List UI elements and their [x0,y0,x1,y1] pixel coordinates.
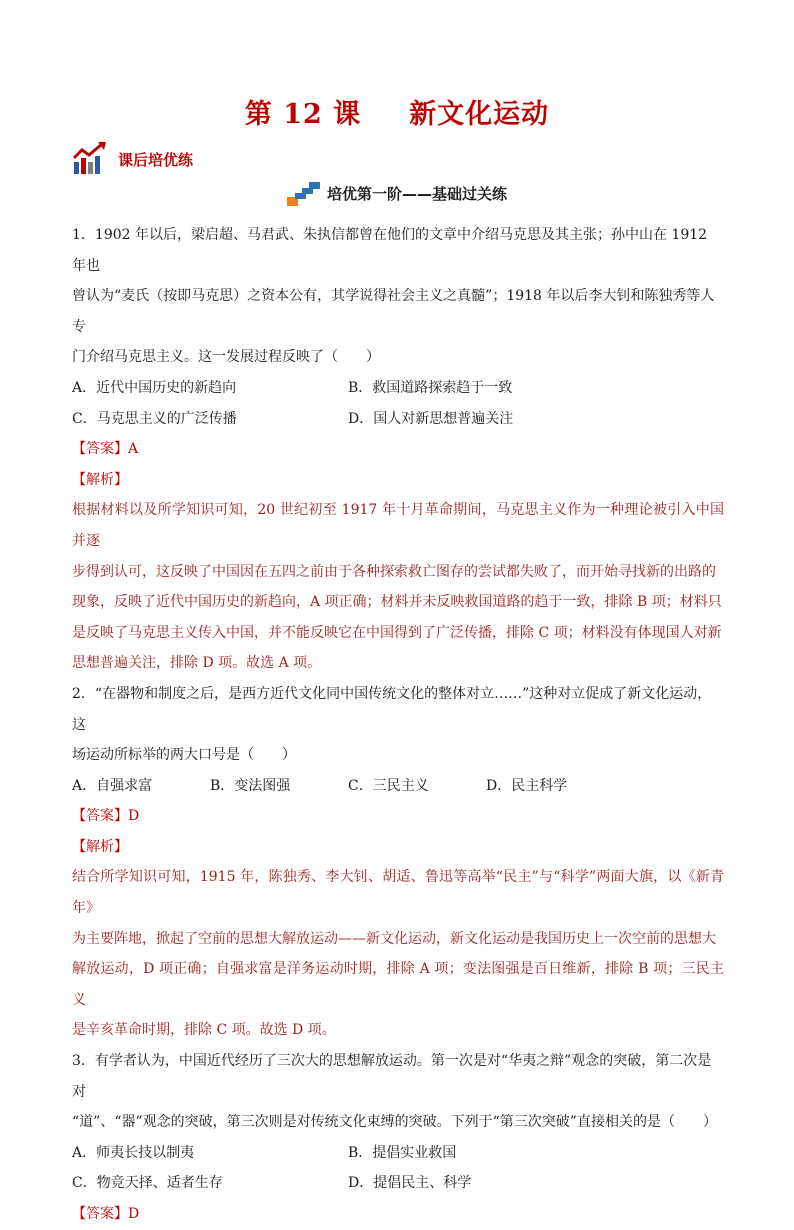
option-d: D．民主科学 [486,777,568,794]
option-a: A．自强求富 [72,777,153,794]
section-label: 培优第一阶——基础过关练 [326,184,507,203]
explain-line: 步得到认可，这反映了中国因在五四之前由于各种探索救亡图存的尝试都失败了，而开始寻找新的出路的 [72,563,716,580]
option-b: B．救国道路探索趋于一致 [348,379,513,396]
answer-tag: 【答案】 [72,1206,128,1222]
question-3 [72,1046,724,1230]
answer-tag: 【答案】 [72,808,128,825]
practice-badge [72,136,193,176]
question-list [72,220,724,1230]
question-stem-line: 3．有学者认为，中国近代经历了三次大的思想解放运动。第一次是对“华夷之辩”观念的突破，第二次是对 [72,1053,712,1100]
explain-line: 是辛亥革命时期，排除 C 项。故选 D 项。 [72,1022,336,1039]
explain-line: 结合所学知识可知，1915 年，陈独秀、李大钊、胡适、鲁迅等高举“民主”与“科学”两面大旗，以《新青年》 [72,869,724,917]
option-row [72,771,724,802]
lesson-name: 新文化运动 [409,99,550,130]
option-row [72,1138,724,1169]
explain-tag: 【解析】 [72,471,128,488]
lesson-number: 第 12 课 [244,99,362,130]
option-c: C．三民主义 [348,777,429,794]
option-c: C．物竞天择、适者生存 [72,1175,223,1192]
badge-label: 课后培优练 [118,151,194,169]
section-header [0,180,794,206]
option-d: D．国人对新思想普遍关注 [348,410,514,427]
option-b: B．提倡实业救国 [348,1144,457,1161]
explain-tag: 【解析】 [72,838,128,855]
question-1 [72,220,724,679]
answer-line [72,1199,724,1230]
explain-line: 根据材料以及所学知识可知，20 世纪初至 1917 年十月革命期间，马克思主义作为一种理论被引入中国并逐 [72,502,724,549]
answer-line [72,434,724,465]
option-c: C．马克思主义的广泛传播 [72,410,237,427]
question-stem-line: 场运动所标举的两大口号是（ ） [72,747,296,764]
explain-line: 解放运动，D 项正确；自强求富是洋务运动时期，排除 A 项；变法图强是百日维新，排除 B 项；三民主义 [72,961,724,1008]
bar-chart-arrow-icon [72,140,108,176]
option-a: A．师夷长技以制夷 [72,1144,195,1161]
answer-line [72,801,724,832]
question-stem-line: 1．1902 年以后，梁启超、马君武、朱执信都曾在他们的文章中介绍马克思及其主张；孙中山在 1912 年也 [72,227,708,274]
answer-tag: 【答案】 [72,441,128,458]
stair-steps-icon [287,180,321,206]
question-stem-line: 曾认为“麦氏（按即马克思）之资本公有，其学说得社会主义之真髓”；1918 年以后李大钊和陈独秀等人专 [72,288,715,335]
explain-tag-line [72,465,724,496]
question-stem-line: 2．“在器物和制度之后，是西方近代文化同中国传统文化的整体对立……”这种对立促成了新文化运动，这 [72,685,712,733]
explain-line: 思想普遍关注，排除 D 项。故选 A 项。 [72,655,322,672]
option-b: B．变法图强 [210,777,291,794]
answer-value: D [128,1206,140,1222]
explain-tag-line [72,832,724,863]
question-stem-line: 门介绍马克思主义。这一发展过程反映了（ ） [72,349,380,366]
page-title [0,92,794,131]
question-2 [72,679,724,1046]
explain-line: 现象，反映了近代中国历史的新趋向，A 项正确；材料并未反映救国道路的趋于一致，排除 B 项；材料只 [72,594,722,611]
option-row [72,373,724,404]
option-a: A．近代中国历史的新趋向 [72,379,237,396]
option-row [72,404,724,435]
question-stem-line: “道”、“器”观念的突破，第三次则是对传统文化束缚的突破。下列于“第三次突破”直接相关的是（ ） [72,1114,717,1131]
explain-line: 为主要阵地，掀起了空前的思想大解放运动——新文化运动，新文化运动是我国历史上一次空前的思想大 [72,930,716,947]
answer-value: A [128,441,139,458]
option-d: D．提倡民主、科学 [348,1175,472,1192]
explain-line: 是反映了马克思主义传入中国，并不能反映它在中国得到了广泛传播，排除 C 项；材料没有体现国人对新 [72,624,722,641]
answer-value: D [128,808,140,825]
option-row [72,1168,724,1199]
